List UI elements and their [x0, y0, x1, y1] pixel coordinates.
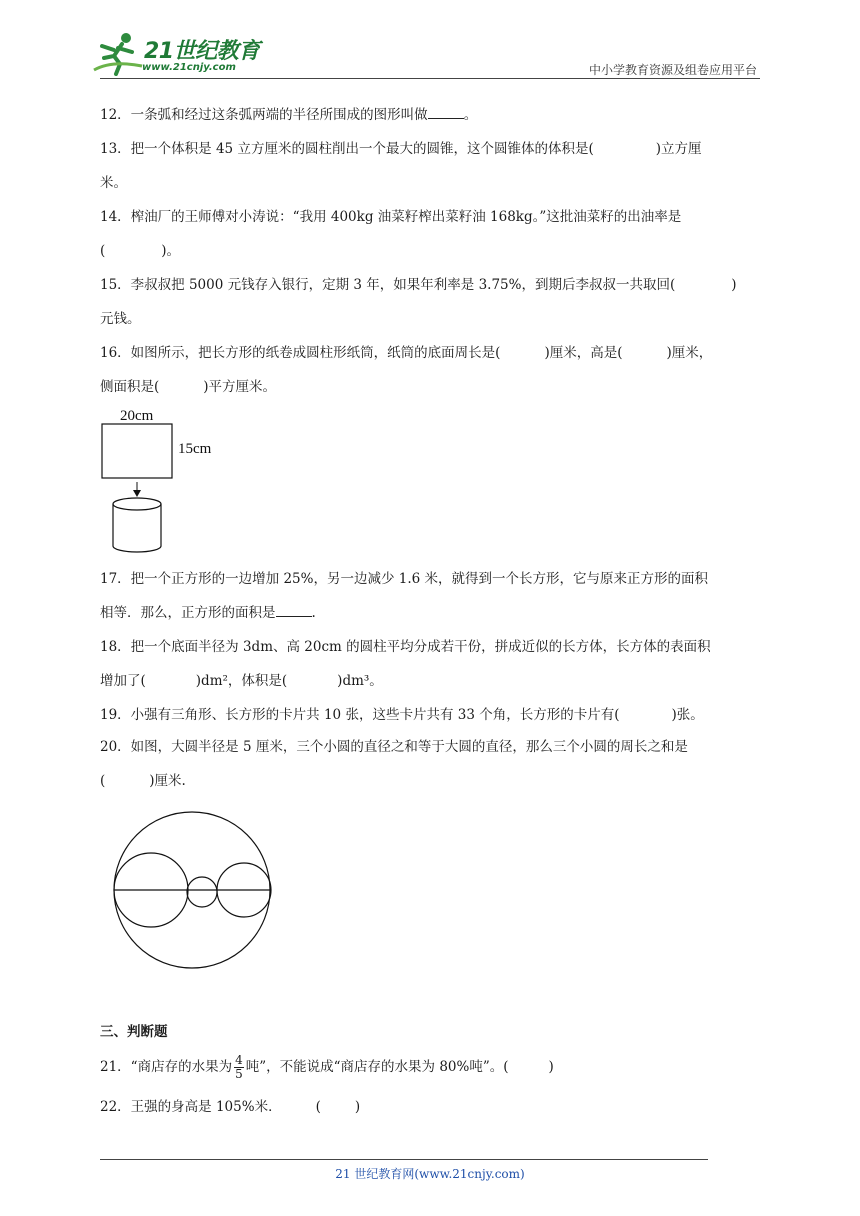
section-title: 三、判断题: [100, 1024, 168, 1040]
question-18: 18．把一个底面半径为 3dm、高 20cm 的圆柱平均分成若干份，拼成近似的长方体，长方体的表面积 增加了( )dm²，体积是( )dm³。: [100, 639, 711, 689]
width-label: 20cm: [120, 408, 154, 424]
question-19: 19．小强有三角形、长方形的卡片共 10 张，这些卡片共有 33 个角，长方形的卡片有( )张。: [100, 707, 704, 723]
small-circle-middle: [187, 877, 217, 907]
paper-rectangle: [102, 424, 172, 478]
answer-blank: [428, 104, 464, 119]
question-20: 20．如图，大圆半径是 5 厘米，三个小圆的直径之和等于大圆的直径，那么三个小圆的周长之和是 ( )厘米.: [100, 739, 688, 789]
site-logo: [92, 30, 262, 80]
question-16: 16．如图所示，把长方形的纸卷成圆柱形纸筒，纸筒的底面周长是( )厘米，高是( )厘米， 侧面积是( )平方厘米。: [100, 345, 713, 395]
height-label: 15cm: [178, 441, 212, 457]
answer-blank: [276, 602, 312, 617]
arrow-down-icon: [133, 490, 141, 497]
platform-label: 中小学教育资源及组卷应用平台: [588, 63, 757, 77]
page-header: [0, 0, 860, 80]
page-footer[interactable]: 21 世纪教育网(www.21cnjy.com): [335, 1167, 525, 1181]
footer-divider: [100, 1159, 708, 1160]
question-15: 15．李叔叔把 5000 元钱存入银行，定期 3 年，如果年利率是 3.75%，到期后李叔叔一共取回( ) 元钱。: [100, 277, 737, 327]
cylinder-shape: [113, 498, 161, 552]
logo-url: www.21cnjy.com: [142, 62, 236, 73]
header-divider: [100, 78, 760, 79]
fraction: $\frac{4}{5}$: [235, 1053, 243, 1081]
question-22: 22．王强的身高是 105%米． ( ): [100, 1099, 361, 1115]
question-14: 14．榨油厂的王师傅对小涛说：“我用 400kg 油菜籽榨出菜籽油 168kg。”这批油菜籽的出油率是 ( )。: [100, 209, 682, 259]
rectangle-to-cylinder-figure: [96, 402, 246, 566]
logo-text: 21世纪教育: [144, 39, 260, 64]
runner-icon: [92, 30, 144, 76]
question-17: 17．把一个正方形的一边增加 25%，另一边减少 1.6 米，就得到一个长方形，它与原来正方形的面积 相等．那么，正方形的面积是 .: [100, 571, 709, 621]
circles-figure: [110, 802, 280, 976]
question-12: 12．一条弧和经过这条弧两端的半径所围成的图形叫做 。: [100, 98, 762, 132]
question-21: 21．“商店存的水果为 $\frac{4}{5}$ 吨”，不能说成“商店存的水果为 80%吨”。( ): [100, 1053, 554, 1081]
question-13: 13．把一个体积是 45 立方厘米的圆柱削出一个最大的圆锥，这个圆锥体的体积是( )立方厘 米。: [100, 141, 702, 191]
